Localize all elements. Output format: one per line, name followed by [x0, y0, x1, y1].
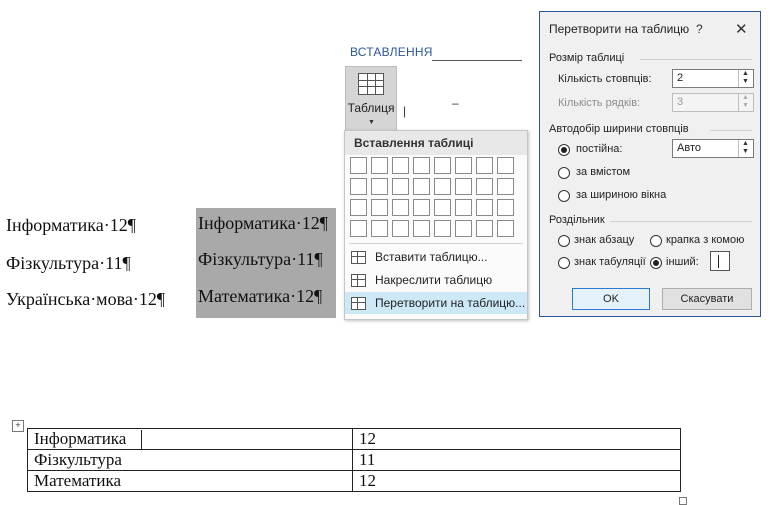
insert-table-icon — [351, 251, 366, 264]
arrow-up-icon: ▲ — [742, 94, 749, 101]
arrow-down-icon: ▼ — [742, 102, 749, 109]
result-table — [27, 428, 681, 492]
group-divider — [610, 221, 752, 222]
grid-cell[interactable] — [476, 178, 493, 195]
cancel-button[interactable]: Скасувати — [662, 288, 752, 310]
ribbon-dash-mark: – — [452, 96, 459, 110]
group-separator: Роздільник — [549, 214, 605, 226]
radio-fixed[interactable] — [558, 144, 570, 156]
grid-cell[interactable] — [371, 178, 388, 195]
draw-table-icon — [351, 274, 366, 287]
grid-cell[interactable] — [413, 178, 430, 195]
radio-semicolon[interactable] — [650, 235, 662, 247]
chevron-down-icon: ▼ — [368, 119, 375, 126]
grid-cell[interactable] — [413, 157, 430, 174]
menu-item-label: Перетворити на таблицю... — [375, 296, 526, 310]
columns-label: Кількість стовпців: — [558, 73, 652, 85]
other-separator-input[interactable] — [710, 251, 730, 271]
grid-cell[interactable] — [476, 199, 493, 216]
group-divider — [640, 59, 752, 60]
grid-cell[interactable] — [413, 199, 430, 216]
grid-cell[interactable] — [350, 220, 367, 237]
close-icon[interactable]: ✕ — [735, 21, 748, 38]
insert-table-menu — [344, 130, 528, 320]
autofit-window-label: за шириною вікна — [576, 189, 667, 201]
grid-cell[interactable] — [497, 157, 514, 174]
selected-line-1[interactable]: Інформатика·12¶ — [198, 213, 328, 233]
table-button[interactable] — [345, 66, 397, 132]
grid-cell[interactable] — [497, 178, 514, 195]
table-row — [28, 450, 681, 471]
grid-cell[interactable] — [434, 220, 451, 237]
menu-item-draw-table[interactable] — [345, 269, 527, 291]
radio-other[interactable] — [650, 257, 662, 269]
table-cell[interactable]: 11 — [353, 450, 681, 471]
grid-cell[interactable] — [476, 157, 493, 174]
menu-item-label: Накреслити таблицю — [375, 273, 493, 287]
grid-cell[interactable] — [455, 199, 472, 216]
grid-cell[interactable] — [476, 220, 493, 237]
radio-paragraph-mark[interactable] — [558, 235, 570, 247]
grid-cell[interactable] — [497, 199, 514, 216]
grid-cell[interactable] — [392, 199, 409, 216]
grid-cell[interactable] — [350, 178, 367, 195]
grid-cell[interactable] — [371, 220, 388, 237]
group-table-size: Розмір таблиці — [549, 52, 625, 64]
radio-autofit-window[interactable] — [558, 190, 570, 202]
semicolon-label: крапка з комою — [666, 234, 745, 246]
grid-cell[interactable] — [371, 157, 388, 174]
arrow-down-icon[interactable]: ▼ — [742, 78, 749, 85]
grid-cell[interactable] — [392, 178, 409, 195]
radio-tab-mark[interactable] — [558, 257, 570, 269]
paragraph-mark-label: знак абзацу — [574, 234, 635, 246]
grid-cell[interactable] — [350, 157, 367, 174]
arrow-up-icon[interactable]: ▲ — [742, 140, 749, 147]
selected-line-3[interactable]: Математика·12¶ — [198, 286, 323, 306]
menu-item-insert-table[interactable] — [345, 246, 527, 268]
table-cell[interactable]: Фізкультура — [28, 450, 353, 471]
table-cell[interactable]: Інформатика — [28, 429, 353, 450]
rows-spinner — [672, 93, 754, 112]
rows-label: Кількість рядків: — [558, 97, 641, 109]
table-row — [28, 471, 681, 492]
grid-cell[interactable] — [371, 199, 388, 216]
tab-mark-label: знак табуляції — [574, 256, 646, 268]
selected-line-2[interactable]: Фізкультура·11¶ — [198, 249, 323, 269]
convert-to-table-dialog — [539, 11, 761, 317]
grid-cell[interactable] — [455, 178, 472, 195]
radio-autofit-content[interactable] — [558, 167, 570, 179]
grid-cell[interactable] — [434, 157, 451, 174]
grid-cell[interactable] — [455, 157, 472, 174]
doc-line-2: Фізкультура·11¶ — [6, 253, 131, 273]
fixed-width-spinner[interactable] — [672, 139, 754, 158]
ribbon-cursor-mark: | — [403, 104, 407, 118]
spinner-arrows[interactable] — [738, 70, 753, 87]
ribbon-tab-insert[interactable]: ВСТАВЛЕННЯ — [350, 45, 433, 59]
arrow-up-icon[interactable]: ▲ — [742, 70, 749, 77]
spinner-arrows[interactable] — [738, 140, 753, 157]
spinner-arrows — [738, 94, 753, 111]
grid-cell[interactable] — [455, 220, 472, 237]
grid-cell[interactable] — [497, 220, 514, 237]
grid-cell[interactable] — [392, 220, 409, 237]
table-icon — [358, 73, 384, 95]
group-autofit: Автодобір ширини стовпців — [549, 123, 689, 135]
grid-cell[interactable] — [350, 199, 367, 216]
table-cell[interactable]: 12 — [353, 471, 681, 492]
arrow-down-icon[interactable]: ▼ — [742, 148, 749, 155]
other-label: інший: — [666, 256, 699, 268]
menu-item-convert-to-table[interactable] — [345, 292, 527, 314]
ribbon-divider — [432, 60, 522, 61]
group-divider — [710, 130, 752, 131]
columns-value: 2 — [677, 72, 684, 84]
grid-cell[interactable] — [434, 178, 451, 195]
convert-to-table-icon — [351, 297, 366, 310]
doc-line-3: Українська·мова·12¶ — [6, 289, 165, 309]
help-icon[interactable]: ? — [696, 22, 703, 36]
grid-cell[interactable] — [434, 199, 451, 216]
autofit-content-label: за вмістом — [576, 166, 631, 178]
table-move-handle-icon[interactable]: + — [12, 420, 24, 432]
columns-spinner[interactable] — [672, 69, 754, 88]
doc-line-1: Інформатика·12¶ — [6, 215, 136, 235]
table-cell[interactable]: 12 — [353, 429, 681, 450]
table-row — [28, 429, 681, 450]
menu-header: Вставлення таблиці — [345, 131, 527, 155]
rows-value: 3 — [677, 96, 684, 108]
grid-cell[interactable] — [392, 157, 409, 174]
table-cell[interactable]: Математика — [28, 471, 353, 492]
dialog-title: Перетворити на таблицю — [549, 22, 690, 36]
text-cursor — [141, 430, 142, 450]
table-button-label: Таблиця — [347, 101, 395, 115]
fixed-label: постійна: — [576, 143, 623, 155]
menu-item-label: Вставити таблицю... — [375, 250, 488, 264]
ok-button[interactable]: OK — [572, 288, 650, 310]
text-caret — [718, 255, 719, 268]
fixed-width-value: Авто — [677, 142, 701, 154]
grid-cell[interactable] — [413, 220, 430, 237]
menu-divider — [349, 243, 523, 244]
